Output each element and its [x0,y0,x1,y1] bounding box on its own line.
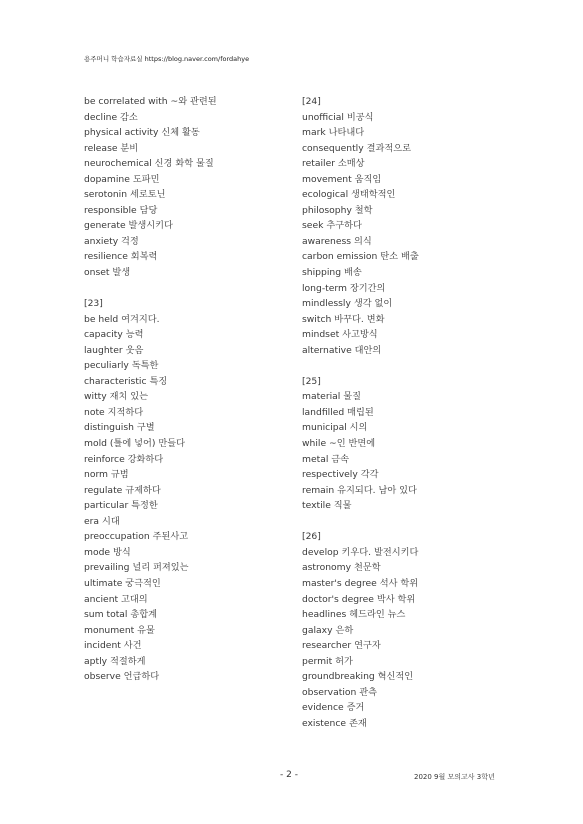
vocab-entry: anxiety 걱정 [84,235,139,247]
vocab-entry: consequently 결과적으로 [302,142,411,154]
vocab-entry: respectively 각각 [302,469,379,481]
vocab-entry: monument 유물 [84,624,155,636]
vocab-entry: note 지적하다 [84,406,144,418]
vocab-entry: mindset 사고방식 [302,329,378,341]
section-number: [24] [302,96,321,107]
vocab-entry: while ~인 반면에 [302,438,376,450]
vocab-entry: existence 존재 [302,717,367,729]
vocab-entry: carbon emission 탄소 배출 [302,251,419,263]
vocab-entry: resilience 회복력 [84,251,158,263]
vocab-entry: regulate 규제하다 [84,484,161,496]
vocab-entry: distinguish 구별 [84,422,155,434]
vocab-entry: municipal 시의 [302,422,368,434]
vocab-entry: alternative 대안의 [302,344,382,356]
vocab-entry: material 물질 [302,391,362,403]
vocab-entry: movement 움직임 [302,173,382,185]
vocab-entry: ecological 생태학적인 [302,189,396,201]
vocab-entry: mode 방식 [84,546,131,558]
right-vocab-column [302,94,502,731]
vocab-entry: capacity 능력 [84,329,144,341]
vocab-entry: shipping 배송 [302,267,362,279]
vocab-entry: permit 허가 [302,655,353,667]
left-vocab-column [84,94,284,685]
vocab-entry: switch 바꾸다. 변화 [302,313,385,325]
vocab-entry: retailer 소매상 [302,158,365,170]
vocab-entry: witty 재치 있는 [84,391,149,403]
vocab-entry: awareness 의식 [302,235,372,247]
vocab-entry: be correlated with ~와 관련된 [84,96,217,107]
vocab-entry: onset 발생 [84,267,131,279]
vocab-entry: textile 직물 [302,500,352,512]
vocab-entry: landfilled 매립된 [302,406,374,418]
vocab-entry: release 분비 [84,142,139,154]
vocab-entry: unofficial 비공식 [302,111,374,123]
vocab-entry: incident 사건 [84,640,142,652]
vocab-entry: reinforce 강화하다 [84,453,164,465]
vocab-entry: preoccupation 주된사고 [84,531,189,543]
vocab-entry: era 시대 [84,515,120,527]
vocab-entry: mark 나타내다 [302,127,365,139]
vocab-entry: aptly 적절하게 [84,655,146,667]
vocab-entry: seek 추구하다 [302,220,362,232]
vocab-entry: astronomy 천문학 [302,562,381,574]
vocab-entry: be held 여겨지다. [84,313,160,325]
vocab-entry: long-term 장기간의 [302,282,386,294]
vocab-entry: master's degree 석사 학위 [302,577,419,589]
vocab-entry: ultimate 궁극적인 [84,577,161,589]
section-number: [25] [302,375,321,387]
vocab-entry: prevailing 널리 퍼져있는 [84,562,189,574]
vocab-entry: responsible 담당 [84,204,158,216]
vocab-entry: physical activity 신체 활동 [84,127,200,139]
section-number: [26] [302,531,321,543]
vocab-entry: evidence 증거 [302,702,365,714]
group-spacer [302,514,502,530]
vocab-entry: laughter 웃음 [84,344,144,356]
vocab-entry: observe 언급하다 [84,671,160,683]
vocab-entry: researcher 연구자 [302,640,381,652]
vocab-entry: observation 관측 [302,686,378,698]
vocab-entry: sum total 총합계 [84,609,158,621]
vocab-entry: serotonin 세로토닌 [84,189,166,201]
vocab-entry: peculiarly 독특한 [84,360,159,372]
exam-title: 2020 9월 모의고사 3학년 [414,773,495,781]
vocab-entry: dopamine 도파민 [84,173,160,185]
vocab-entry: develop 키우다. 발전시키다 [302,546,419,558]
vocab-entry: characteristic 특징 [84,375,168,387]
vocab-entry: decline 감소 [84,111,138,123]
vocab-entry: doctor's degree 박사 학위 [302,593,416,605]
vocab-entry: norm 규범 [84,469,129,481]
vocab-entry: neurochemical 신경 화학 물질 [84,158,214,170]
vocab-entry: ancient 고대의 [84,593,148,605]
vocab-entry: philosophy 철학 [302,204,373,216]
vocab-entry: mold (틀에 넣어) 만들다 [84,438,186,450]
vocab-entry: groundbreaking 혁신적인 [302,671,414,683]
vocab-entry: remain 유지되다. 남아 있다 [302,484,417,496]
vocab-entry: particular 특정한 [84,500,158,512]
vocab-entry: galaxy 은하 [302,624,354,636]
section-number: [23] [84,298,103,310]
group-spacer [84,281,284,297]
vocab-entry: metal 금속 [302,453,350,465]
group-spacer [302,358,502,374]
vocab-entry: headlines 헤드라인 뉴스 [302,609,406,621]
page-header: 용주머니 학습자료실 https://blog.naver.com/fordahye [84,55,250,63]
page-number: - 2 - [280,770,298,780]
vocab-entry: generate 발생시키다 [84,220,173,232]
vocab-entry: mindlessly 생각 없이 [302,298,393,310]
